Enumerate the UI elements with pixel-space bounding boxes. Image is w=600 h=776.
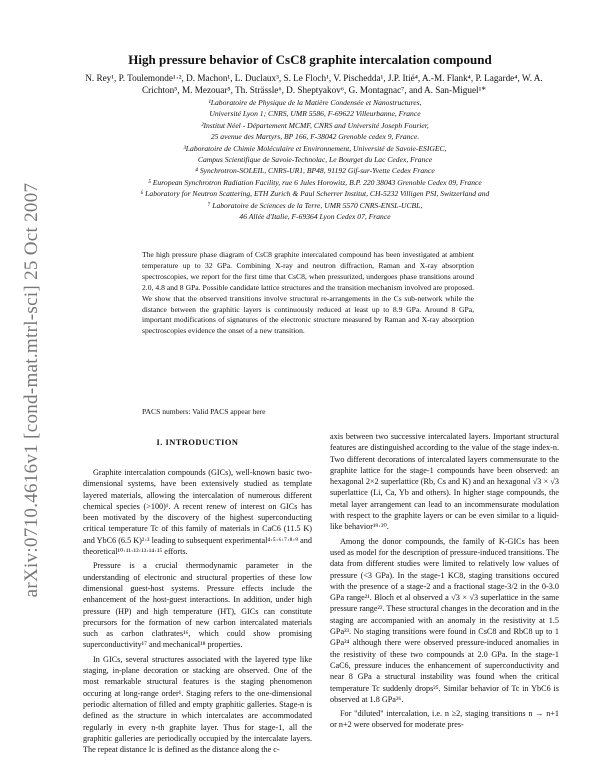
paper-title: High pressure behavior of CsC8 graphite intercalation compound (128, 52, 492, 67)
body-paragraph: Graphite intercalation compounds (GICs), well-known basic two-dimensional systems, have been extensively studied as template layered materials, allowing the intercalation of numerous different chemical species (>100)¹. A recent renew of interest on GICs has been motivated by the discovery of the highest superconducting critical temperature Tc of this family of materials in CaC6 (11.5 K) and YbC6 (6.5 K)²·³ leading to subsequent experimental⁴·⁵·⁶·⁷·⁸·⁹ and theoretical¹⁰·¹¹·¹²·¹³·¹⁴·¹⁵ efforts. (83, 468, 312, 557)
affiliation-line: ³Laboratoire de Chimie Moléculaire et Environnement, Université de Savoie-ESIGEC, (183, 143, 447, 153)
affiliation-line: 46 Allée d'Italie, F-69364 Lyon Cedex 07, France (239, 212, 391, 222)
arxiv-identifier: arXiv:0710.4616v1 [cond-mat.mtrl-sci] 25 Oct 2007 (21, 182, 42, 598)
body-paragraph: For "diluted" intercalation, i.e. n ≥2, staging transitions n → n+1 or n+2 were observed for moderate pres- (330, 709, 559, 730)
right-column (330, 431, 559, 731)
affiliation-line: ¹Laboratoire de Physique de la Matière Condensée et Nanostructures, (208, 98, 422, 107)
affiliation-line: ⁶ Laboratory for Neutron Scattering, ETH Zurich & Paul Scherrer Institut, CH-5232 Villigen PSI, Switzerland and (140, 189, 490, 199)
affiliation-line: Université Lyon 1; CNRS, UMR 5586, F-69622 Villeurbanne, France (209, 109, 421, 119)
left-column (83, 467, 312, 755)
affiliation-line: Campus Scientifique de Savoie-Technolac, Le Bourget du Lac Cedex, France (197, 155, 433, 165)
body-paragraph: Among the donor compounds, the family of K-GICs has been used as model for the description of pressure-induced transitions. The data from different studies were limited to relatively low values of pressure (<3 GPa). In the stage-1 KC8, staging transitions occured with the presence of a stage-2 and a fractional stage-3/2 in the 0-3.0 GPa range²¹. Bloch et al observed a √3 × √3 superlattice in the same pressure range²². These structural changes in the decoration and in the staging are accompanied with an anomaly in the resistivity at 1.5 GPa²³. No staging transitions were found in CsC8 and RbC8 up to 1 GPa²⁴ although there were observed pressure-induced anomalies in the resistivity of these two compounds at 2.0 GPa. In the stage-1 CaC6, pressure induces the enhancement of superconductivity and near 8 GPa a structural instability was found when the critical temperature Tc suddenly drops²⁵. Similar behavior of Tc in YbC6 is observed at 1.8 GPa²⁶. (330, 536, 559, 704)
body-paragraph: Pressure is a crucial thermodynamic parameter in the understanding of electronic and structural properties of these low dimensional guest-host systems. Pressure effects include the enhancement of the host-guest interactions. In addition, under high pressure (HP) and high temperature (HT), GICs can constitute precursors for the formation of new carbon intercalated materials such as carbon clathrates¹⁶, which could show promising superconductivity¹⁷ and mechanical¹⁸ properties. (83, 561, 312, 650)
pacs-numbers: PACS numbers: Valid PACS appear here (142, 407, 266, 416)
affiliations (70, 97, 560, 222)
affiliation-line: ⁵ European Synchrotron Radiation Facility, rue 6 Jules Horowitz, B.P. 220 38043 Grenoble Cedex 09, France (148, 177, 482, 187)
abstract: The high pressure phase diagram of CsC8 graphite intercalated compound has been investigated at ambient temperature up to 32 GPa. Combining X-ray and neutron diffraction, Raman and X-ray absorption spectroscopies, we report for the first time that CsC8, when pressurized, undergoes phase transitions around 2.0, 4.8 and 8 GPa. Possible candidate lattice structures and the transition mechanism involved are proposed. We show that the observed transitions involve structural re-arrangements in the Cs sub-network while the distance between the graphitic layers is continuously reduced at least up to 8.9 GPa. Around 8 GPa, important modifications of signatures of the electronic structure measured by Raman and X-ray absorption spectroscopies evidence the onset of a new transition. (142, 250, 474, 336)
affiliation-line: ⁷ Laboratoire de Sciences de la Terre, UMR 5570 CNRS-ENSL-UCBL, (207, 200, 423, 210)
body-paragraph: In GICs, several structures associated with the layered type like staging, in-plane decoration or stacking are observed. One of the most remarkable structural features is the staging phenomenon occuring at long-range order¹. Staging refers to the one-dimensional periodic alternation of filled and empty graphitic galleries. Stage-n is defined as the structure in which intercalates are accommodated regularly in every n-th graphite layer. Thus for stage-1, all the graphitic galleries are periodically occupied by the intercalate layers. The repeat distance Ic is defined as the distance along the c- (83, 654, 312, 755)
section-heading-introduction: I. INTRODUCTION (156, 438, 239, 447)
author-list: N. Rey¹, P. Toulemonde¹·², D. Machon¹, L. Duclaux³, S. Le Floch¹, V. Pischedda¹, J.P. Itié⁴, A.-M. Flank⁴, P. Lagarde⁴, W. A. Crichton⁵, M. Mezouar⁵, Th. Strässle⁶, D. Sheptyakov⁶, G. Montagnac⁷, and A. San-Miguel¹* (85, 73, 543, 95)
affiliation-line: 25 avenue des Martyrs, BP 166, F-38042 Grenoble cedex 9, France. (210, 132, 420, 142)
affiliation-line: ⁴ Synchrotron-SOLEIL, CNRS-UR1, BP48, 91192 Gif-sur-Yvette Cedex France (195, 166, 435, 176)
affiliation-line: ²Institut Néel - Département MCMF, CNRS and Université Joseph Fourier, (201, 120, 429, 130)
body-paragraph: axis between two successive intercalated layers. Important structural features are distinguished according to the value of the stage index-n. Two different decorations of intercalated layers commensurate to the graphite lattice for the stage-1 compounds have been observed: an hexagonal 2×2 superlattice (Rb, Cs and K) and an hexagonal √3 × √3 superlattice (Li, Ca, Yb and others). In higher stage compounds, the metal layer arrangement can lead to an incommensurate modulation with respect to the graphite layers or can be even similar to a liquid-like behavior¹⁹·²⁰. (330, 432, 559, 532)
arxiv-sidebar-stamp (12, 182, 52, 598)
